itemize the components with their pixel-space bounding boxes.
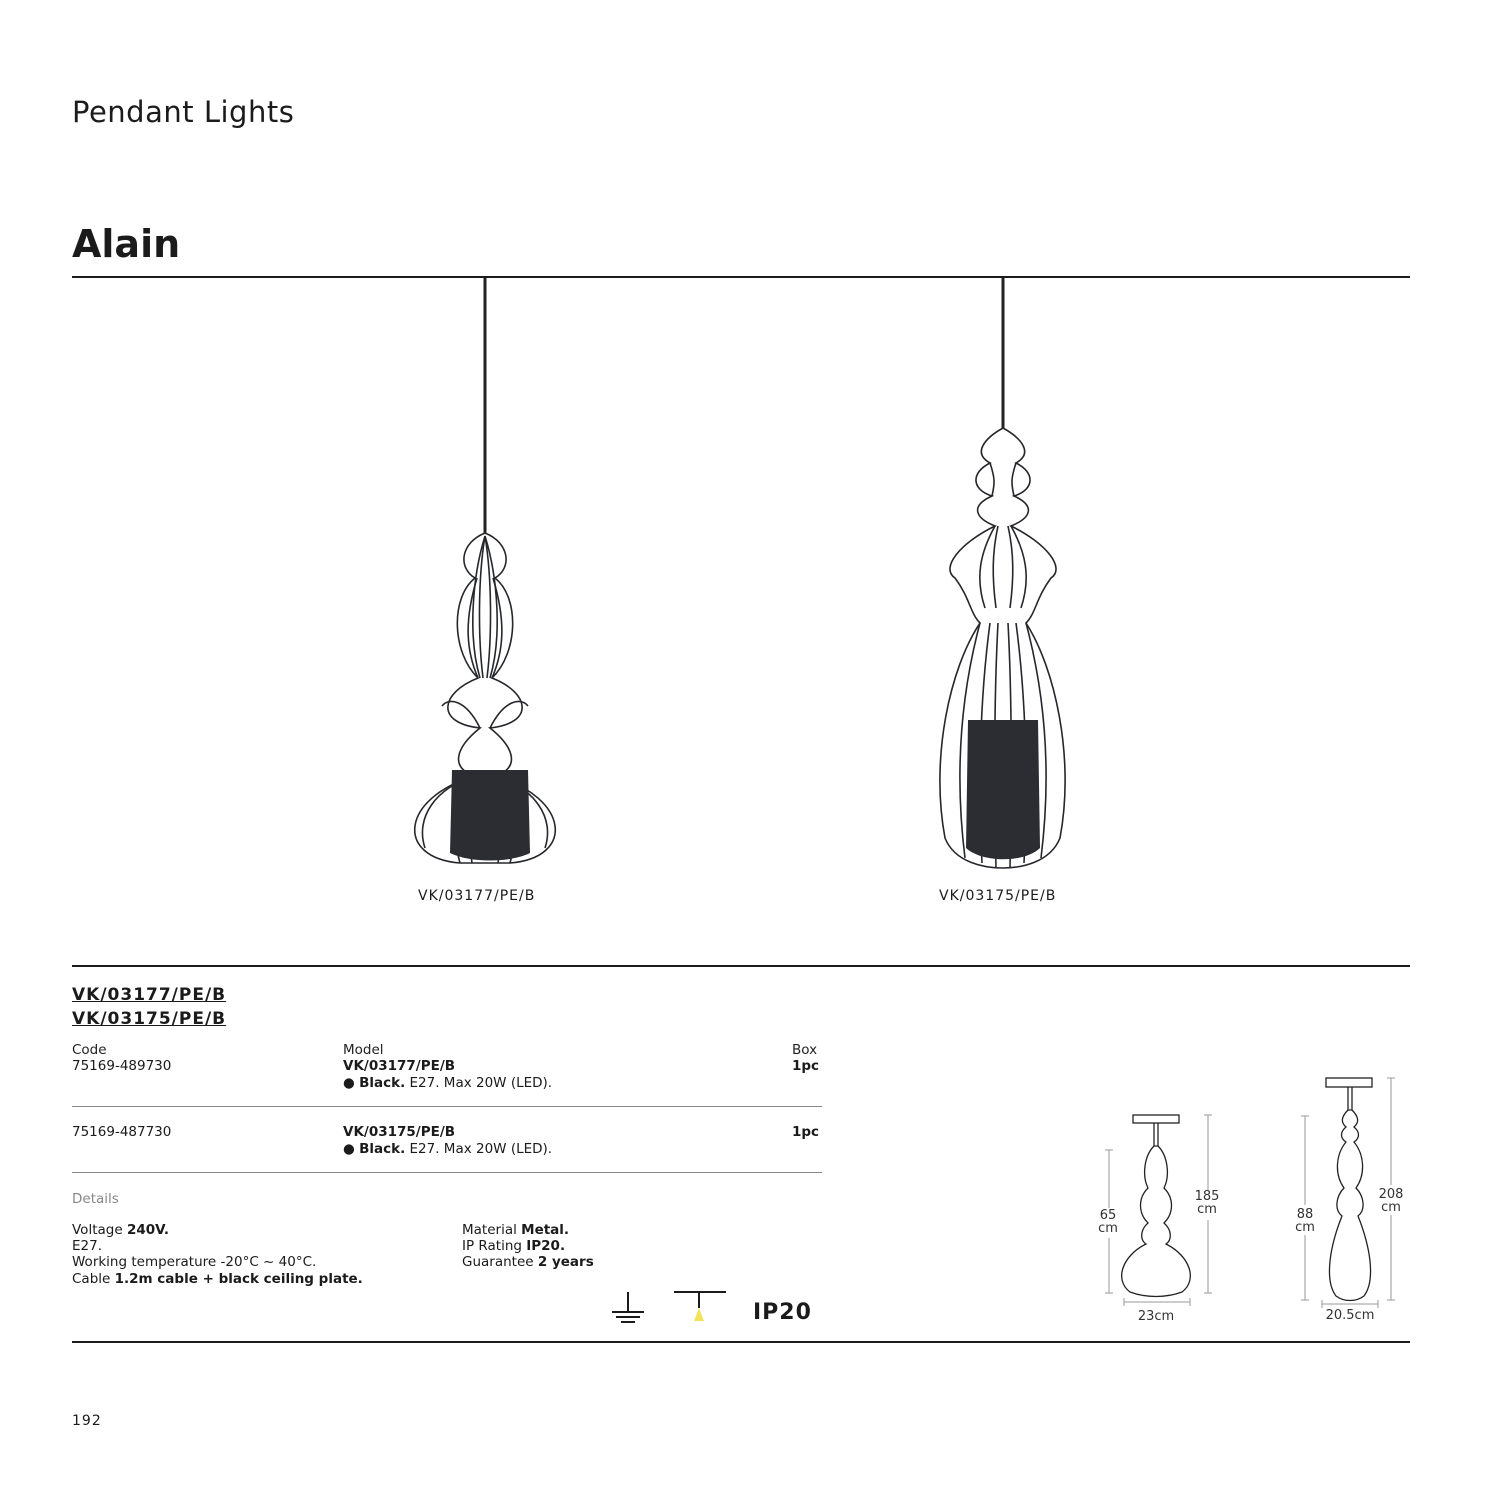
- details-label: Details: [72, 1191, 119, 1207]
- page-number: 192: [72, 1413, 102, 1429]
- product-image-vk03175: [900, 278, 1110, 878]
- detail-voltage: Voltage 240V.: [72, 1222, 169, 1238]
- section-title: Pendant Lights: [72, 95, 295, 129]
- box-quantity: 1pc: [792, 1124, 820, 1140]
- finish-description: E27. Max 20W (LED).: [409, 1141, 553, 1157]
- finish-description: E27. Max 20W (LED).: [409, 1075, 553, 1091]
- bottom-divider: [72, 1341, 1410, 1343]
- finish-dot-icon: ●: [343, 1141, 355, 1157]
- width-label: 23cm: [1137, 1309, 1175, 1324]
- model-column-label: Model: [343, 1042, 384, 1058]
- top-divider: [72, 276, 1410, 278]
- width-label: 20.5cm: [1325, 1308, 1375, 1323]
- row-divider: [72, 1172, 822, 1173]
- product-caption: VK/03177/PE/B: [418, 888, 536, 904]
- detail-guarantee: Guarantee 2 years: [462, 1254, 594, 1270]
- total-height-label: 208 cm: [1378, 1187, 1404, 1215]
- finish-dot-icon: ●: [343, 1075, 355, 1091]
- row-divider: [72, 1106, 822, 1107]
- product-finish: [343, 1141, 552, 1157]
- ip-rating-badge: IP20: [753, 1300, 812, 1325]
- product-finish: [343, 1075, 552, 1091]
- product-family-title: Alain: [72, 222, 181, 266]
- finish-color: Black.: [359, 1075, 406, 1091]
- box-column-label: Box: [792, 1042, 818, 1058]
- spec-divider: [72, 965, 1410, 967]
- box-quantity: 1pc: [792, 1058, 820, 1074]
- finish-color: Black.: [359, 1141, 406, 1157]
- product-caption: VK/03175/PE/B: [939, 888, 1057, 904]
- model-heading: VK/03175/PE/B: [72, 1009, 227, 1029]
- product-model: VK/03177/PE/B: [343, 1058, 456, 1074]
- product-image-vk03177: [380, 278, 600, 878]
- detail-socket: E27.: [72, 1238, 102, 1254]
- product-code: 75169-487730: [72, 1124, 172, 1140]
- code-column-label: Code: [72, 1042, 107, 1058]
- detail-cable: Cable 1.2m cable + black ceiling plate.: [72, 1271, 363, 1287]
- model-heading: VK/03177/PE/B: [72, 985, 227, 1005]
- detail-ip-rating: IP Rating IP20.: [462, 1238, 566, 1254]
- product-code: 75169-489730: [72, 1058, 172, 1074]
- total-height-label: 185 cm: [1194, 1189, 1220, 1217]
- body-height-label: 88 cm: [1295, 1207, 1315, 1235]
- detail-working-temperature: Working temperature -20°C ~ 40°C.: [72, 1254, 317, 1270]
- detail-material: Material Metal.: [462, 1222, 570, 1238]
- body-height-label: 65 cm: [1098, 1208, 1118, 1236]
- product-model: VK/03175/PE/B: [343, 1124, 456, 1140]
- pendant-lamp-icon: [672, 1288, 728, 1324]
- class-i-earth-icon: [608, 1290, 648, 1326]
